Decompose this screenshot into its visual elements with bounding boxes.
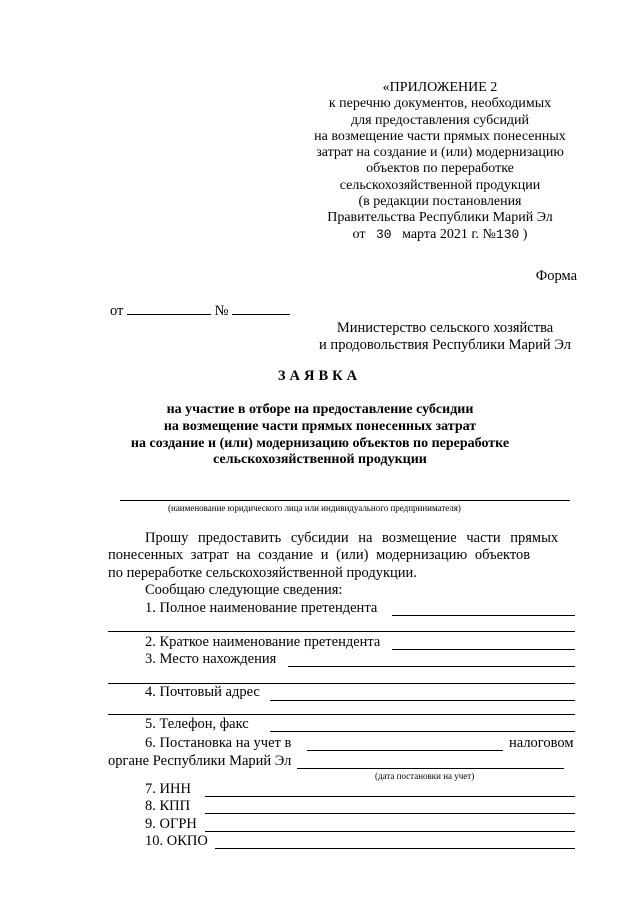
subtitle-line: сельскохозяйственной продукции bbox=[213, 452, 427, 468]
appendix-line: для предоставления субсидий bbox=[350, 112, 530, 128]
item-phone-label: 5. Телефон, факс bbox=[145, 716, 249, 732]
appendix-line: «ПРИЛОЖЕНИЕ 2 bbox=[382, 80, 498, 95]
subtitle-line: на создание и (или) модернизацию объектов по переработке bbox=[130, 435, 510, 451]
item-location-label: 3. Место нахождения bbox=[145, 651, 277, 667]
applicant-name-field[interactable] bbox=[120, 500, 570, 501]
phone-field[interactable] bbox=[270, 731, 575, 732]
ministry-addressee bbox=[300, 320, 590, 354]
applicant-caption: (наименование юридического лица или индивидуального предпринимателя) bbox=[168, 503, 461, 513]
location-field[interactable] bbox=[288, 666, 575, 667]
kpp-field[interactable] bbox=[205, 813, 575, 814]
number-label: № bbox=[214, 303, 229, 319]
item-okpo-label: 10. ОКПО bbox=[145, 833, 208, 849]
appendix-line: затрат на создание и (или) модернизацию bbox=[316, 145, 564, 161]
request-line: Сообщаю следующие сведения: bbox=[145, 582, 343, 598]
appendix-line: сельскохозяйственной продукции bbox=[339, 177, 541, 193]
ogrn-field[interactable] bbox=[205, 831, 575, 832]
item-ogrn-label: 9. ОГРН bbox=[145, 816, 197, 832]
ministry-line: и продовольствия Республики Марий Эл bbox=[319, 337, 571, 353]
item-kpp-label: 8. КПП bbox=[145, 798, 191, 814]
item-short-name-label: 2. Краткое наименование претендента bbox=[145, 634, 381, 650]
ministry-line: Министерство сельского хозяйства bbox=[336, 320, 554, 336]
form-label: Форма bbox=[535, 268, 577, 284]
full-name-field-line2[interactable] bbox=[108, 631, 575, 632]
appendix-header bbox=[290, 80, 590, 243]
inn-field[interactable] bbox=[205, 796, 575, 797]
appendix-line: объектов по переработке bbox=[366, 161, 514, 177]
date-number: 130 bbox=[495, 226, 520, 242]
item-inn-label: 7. ИНН bbox=[145, 781, 191, 797]
request-line: понесенных затрат на создание и (или) модернизацию объектов bbox=[108, 547, 531, 563]
request-line: Прошу предоставить субсидии на возмещение части прямых bbox=[145, 530, 559, 546]
registration-date-field[interactable] bbox=[297, 768, 564, 769]
appendix-line: к перечню документов, необходимых bbox=[328, 96, 552, 112]
request-line: по переработке сельскохозяйственной продукции. bbox=[108, 565, 417, 581]
subtitle-line: на возмещение части прямых понесенных затрат bbox=[163, 418, 477, 434]
date-day: 30 bbox=[375, 226, 392, 242]
date-month-year: марта 2021 г. № bbox=[402, 226, 496, 242]
item-postal-label: 4. Почтовый адрес bbox=[145, 684, 260, 700]
full-name-field[interactable] bbox=[392, 615, 575, 616]
header-fields bbox=[110, 302, 290, 320]
appendix-line: на возмещение части прямых понесенных bbox=[314, 128, 566, 144]
appendix-date-line bbox=[290, 227, 590, 243]
document-subtitle bbox=[100, 402, 540, 469]
from-label: от bbox=[110, 303, 124, 319]
short-name-field[interactable] bbox=[392, 649, 575, 650]
item-registration-label-line2: органе Республики Марий Эл bbox=[108, 753, 292, 769]
registration-field[interactable] bbox=[307, 750, 503, 751]
okpo-field[interactable] bbox=[215, 848, 575, 849]
appendix-line: (в редакции постановления bbox=[358, 194, 522, 210]
subtitle-line: на участие в отборе на предоставление субсидии bbox=[166, 402, 474, 417]
postal-field[interactable] bbox=[270, 700, 575, 701]
date-suffix: ) bbox=[522, 226, 528, 242]
appendix-line: Правительства Республики Марий Эл bbox=[327, 210, 553, 226]
item-full-name-label: 1. Полное наименование претендента bbox=[145, 600, 378, 616]
date-prefix: от bbox=[352, 226, 366, 242]
number-field[interactable] bbox=[232, 302, 290, 315]
document-title: ЗАЯВКА bbox=[277, 368, 362, 384]
postal-field-line2[interactable] bbox=[108, 714, 575, 715]
from-date-field[interactable] bbox=[127, 302, 211, 315]
item-registration-label-cont: налоговом bbox=[509, 735, 574, 751]
item-registration-label: 6. Постановка на учет в bbox=[145, 735, 292, 751]
registration-caption: (дата постановки на учет) bbox=[375, 771, 475, 781]
